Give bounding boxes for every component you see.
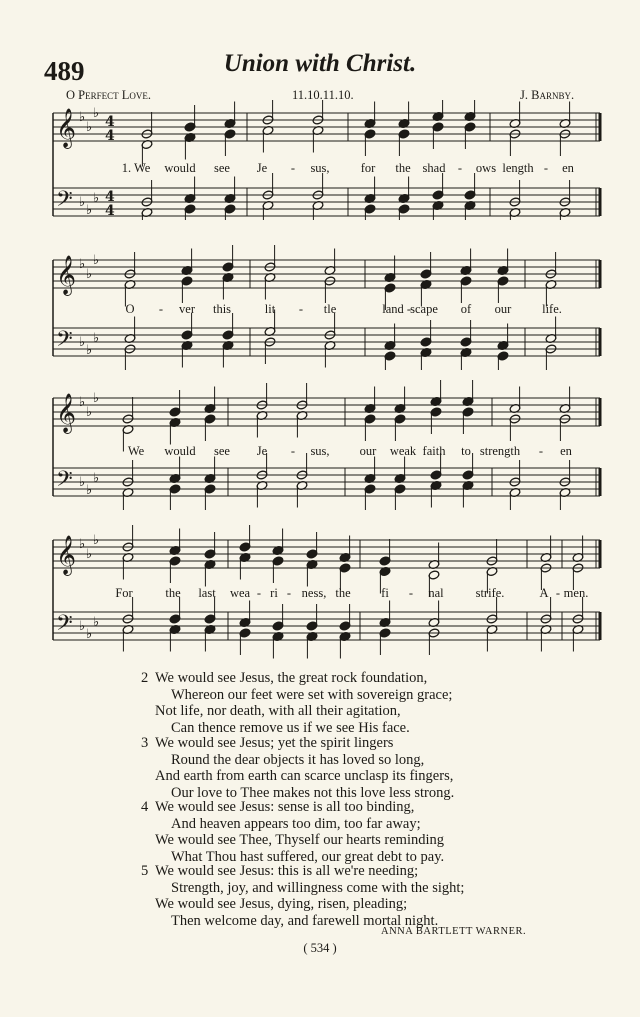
music-system-1 — [0, 100, 640, 220]
flat-icon: ♭ — [93, 191, 100, 206]
lyric-syllable: our — [359, 444, 377, 458]
verse-line: Then welcome day, and farewell mortal night. — [171, 912, 439, 929]
verse-line: We would see Jesus: this is all we're needing; — [155, 863, 419, 879]
lyric-syllable: - — [406, 302, 412, 316]
lyric-syllable: - — [256, 586, 262, 600]
lyric-syllable: ows — [475, 161, 497, 175]
flat-icon: ♭ — [93, 253, 100, 268]
flat-icon: ♭ — [79, 195, 86, 210]
treble-clef-icon: 𝄞 — [56, 108, 77, 148]
author-credit: ANNA BARTLETT WARNER. — [381, 926, 527, 937]
time-signature: 4 — [105, 114, 115, 130]
lyric-line-2 — [0, 302, 640, 318]
lyric-syllable: to — [461, 444, 471, 458]
lyric-syllable: - — [457, 161, 463, 175]
verse-line: Can thence remove us if we see His face. — [171, 719, 410, 736]
lyric-syllable: of — [460, 302, 472, 316]
flat-icon: ♭ — [93, 615, 100, 630]
lyric-syllable: ri — [270, 586, 278, 600]
verse-line: Not life, nor death, with all their agitation, — [155, 703, 401, 719]
lyric-syllable: - — [290, 161, 296, 175]
lyric-syllable: scape — [410, 302, 438, 316]
lyric-syllable: - — [538, 444, 544, 458]
lyric-syllable: - — [298, 302, 304, 316]
lyric-syllable: shad — [422, 161, 446, 175]
composer: J. Barnby. — [520, 88, 575, 102]
tune-name: O Perfect Love. — [66, 88, 151, 102]
flat-icon: ♭ — [86, 267, 93, 282]
lyric-syllable: en — [562, 161, 574, 175]
lyric-syllable: land — [382, 302, 404, 316]
treble-clef-icon: 𝄞 — [56, 535, 77, 575]
lyric-syllable: the — [335, 586, 351, 600]
lyric-syllable: our — [494, 302, 512, 316]
treble-clef-icon: 𝄞 — [56, 393, 77, 433]
lyric-syllable: fi — [381, 586, 389, 600]
lyric-syllable: We — [127, 444, 145, 458]
lyric-syllable: the — [165, 586, 181, 600]
verse-line: Strength, joy, and willingness come with the sight; — [171, 879, 465, 896]
treble-clef-icon: 𝄞 — [56, 255, 77, 295]
lyric-syllable: last — [198, 586, 216, 600]
lyric-syllable: 1. We — [121, 161, 151, 175]
flat-icon: ♭ — [93, 331, 100, 346]
lyric-syllable: For — [115, 586, 133, 600]
lyric-syllable: sus, — [310, 444, 330, 458]
bass-clef-icon: 𝄢 — [56, 611, 73, 641]
lyric-syllable: this — [212, 302, 232, 316]
flat-icon: ♭ — [86, 627, 93, 642]
flat-icon: ♭ — [79, 257, 86, 272]
verse-line: We would see Jesus, dying, risen, pleading; — [155, 896, 408, 912]
verse-line: We would see Jesus: sense is all too binding, — [155, 799, 415, 815]
verse-line: Round the dear objects it has loved so long, — [171, 751, 425, 768]
time-signature: 4 — [105, 128, 115, 144]
lyric-syllable: lit — [264, 302, 276, 316]
lyric-syllable: ness, — [301, 586, 327, 600]
lyric-syllable: A — [539, 586, 549, 600]
lyric-syllable: - — [543, 161, 549, 175]
verse-line: We would see Jesus; yet the spirit lingers — [155, 735, 394, 751]
verse-number: 2 — [141, 670, 149, 686]
flat-icon: ♭ — [86, 343, 93, 358]
flat-icon: ♭ — [86, 483, 93, 498]
flat-icon: ♭ — [86, 547, 93, 562]
lyric-syllable: nal — [428, 586, 444, 600]
verse-line: And heaven appears too dim, too far away; — [171, 815, 421, 832]
time-signature: 4 — [105, 203, 115, 219]
flat-icon: ♭ — [86, 203, 93, 218]
lyric-syllable: ver — [179, 302, 195, 316]
flat-icon: ♭ — [93, 471, 100, 486]
lyric-syllable: Je — [256, 444, 268, 458]
lyric-line-4 — [0, 586, 640, 602]
lyric-syllable: the — [395, 161, 411, 175]
lyric-syllable: en — [560, 444, 572, 458]
lyric-syllable: O — [125, 302, 135, 316]
flat-icon: ♭ — [79, 110, 86, 125]
lyric-syllable: - — [286, 586, 292, 600]
lyric-line-3 — [0, 444, 640, 460]
lyric-syllable: - — [555, 586, 561, 600]
lyric-syllable: - — [158, 302, 164, 316]
lyric-syllable: see — [214, 161, 230, 175]
lyric-syllable: weak — [389, 444, 417, 458]
lyric-syllable: men. — [563, 586, 589, 600]
lyric-line-1 — [0, 161, 640, 177]
lyric-syllable: length — [502, 161, 534, 175]
lyric-syllable: - — [408, 586, 414, 600]
lyric-syllable: life. — [542, 302, 562, 316]
flat-icon: ♭ — [86, 405, 93, 420]
verse-line: What Thou hast suffered, our great debt to pay. — [171, 848, 445, 865]
lyric-syllable: see — [214, 444, 230, 458]
verse-number: 3 — [141, 735, 149, 751]
page-number: ( 534 ) — [303, 941, 337, 955]
flat-icon: ♭ — [93, 533, 100, 548]
lyric-syllable: wea — [229, 586, 251, 600]
flat-icon: ♭ — [93, 391, 100, 406]
lyric-syllable: tle — [323, 302, 337, 316]
verse-line: Our love to Thee makes not this love less strong. — [171, 784, 455, 801]
meter: 11.10.11.10. — [292, 88, 354, 102]
time-signature: 4 — [105, 189, 115, 205]
flat-icon: ♭ — [79, 395, 86, 410]
flat-icon: ♭ — [79, 537, 86, 552]
lyric-syllable: would — [164, 444, 196, 458]
verse-line: And earth from earth can scarce unclasp its fingers, — [155, 768, 454, 784]
verse-line: Whereon our feet were set with sovereign grace; — [171, 686, 453, 703]
verse-number: 4 — [141, 799, 149, 815]
lyric-syllable: for — [360, 161, 376, 175]
hymn-title: Union with Christ. — [223, 50, 417, 77]
flat-icon: ♭ — [86, 120, 93, 135]
lyric-syllable: - — [290, 444, 296, 458]
lyric-syllable: would — [164, 161, 196, 175]
lyric-syllable: Je — [256, 161, 268, 175]
bass-clef-icon: 𝄢 — [56, 467, 73, 497]
hymn-number: 489 — [44, 56, 85, 86]
verse-line: We would see Jesus, the great rock foundation, — [155, 670, 428, 686]
lyric-syllable: strife. — [475, 586, 505, 600]
bass-clef-icon: 𝄢 — [56, 187, 73, 217]
verse-number: 5 — [141, 863, 149, 879]
lyric-syllable: strength — [479, 444, 521, 458]
flat-icon: ♭ — [79, 335, 86, 350]
flat-icon: ♭ — [93, 106, 100, 121]
lyric-syllable: faith — [422, 444, 446, 458]
verse-line: We would see Thee, Thyself our hearts reminding — [155, 832, 445, 848]
bass-clef-icon: 𝄢 — [56, 327, 73, 357]
flat-icon: ♭ — [79, 475, 86, 490]
lyric-syllable: sus, — [310, 161, 330, 175]
flat-icon: ♭ — [79, 619, 86, 634]
